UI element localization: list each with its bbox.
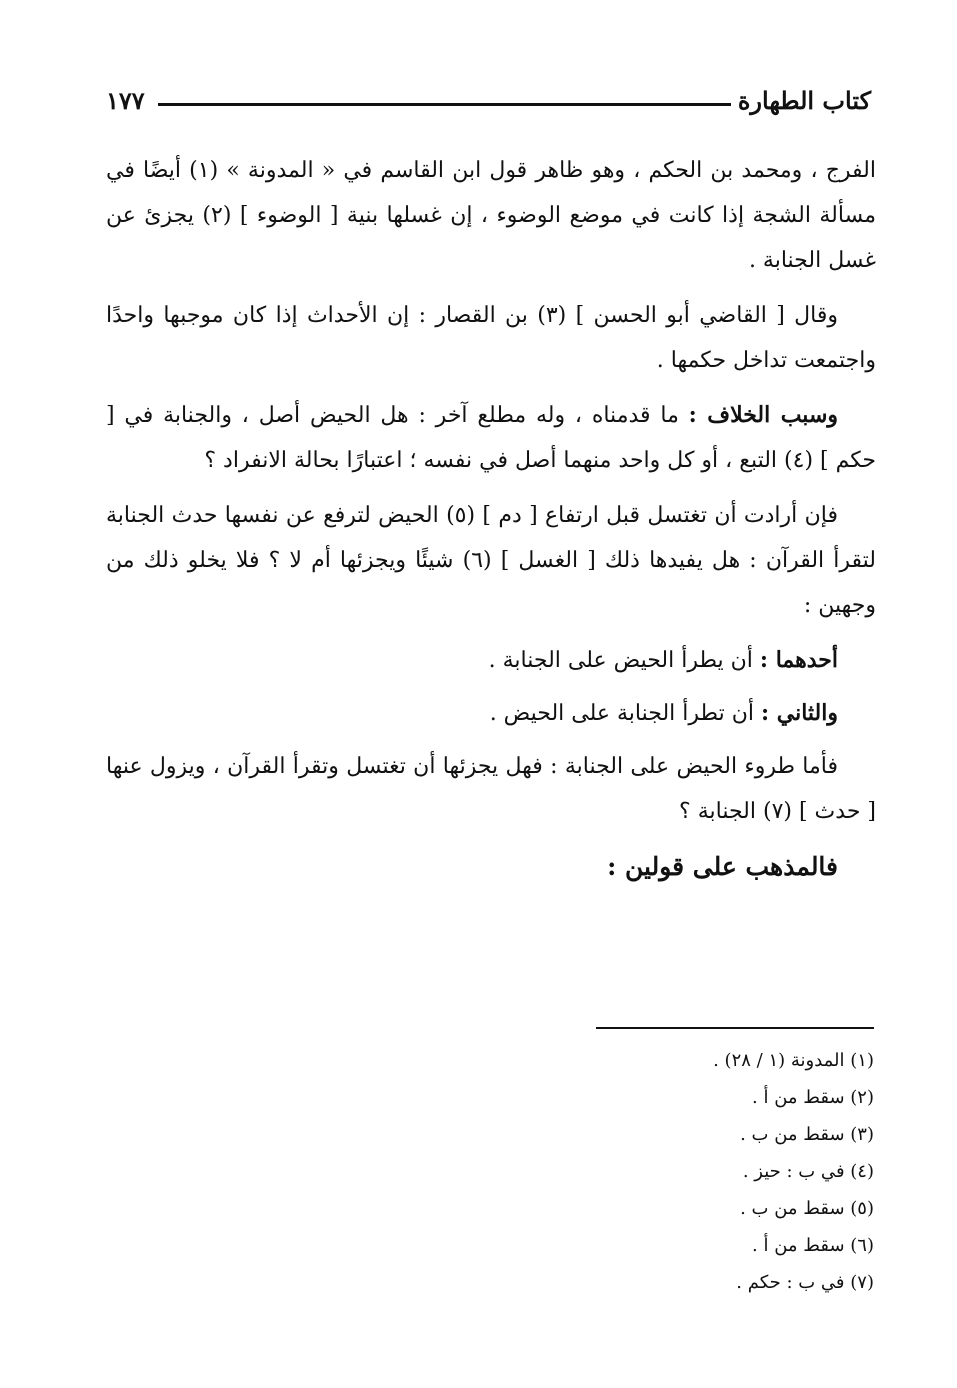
paragraph-4: فإن أرادت أن تغتسل قبل ارتفاع [ دم ] (٥) الحيض لترفع عن نفسها حدث الجنابة لتقرأ القرآن : هل يفيدها ذلك [ الغسل ] (٦) شيئًا ويجزئها أم لا ؟ فلا يخلو ذلك من وجهين : — [106, 503, 876, 618]
footnote: (٦) سقط من أ . — [752, 1235, 874, 1256]
footnote: (١) المدونة (١ / ٢٨) . — [713, 1050, 874, 1071]
paragraph-3-rest: ما قدمناه ، وله مطلع آخر : هل الحيض أصل ، والجنابة في [ حكم ] (٤) التبع ، أو كل واحد منهما أصل في نفسه ؛ اعتبارًا بحالة الانفراد ؟ — [106, 403, 876, 473]
item-2-lead: والثاني : — [760, 700, 838, 726]
footnotes — [500, 1042, 874, 1301]
page-number: ١٧٧ — [106, 86, 145, 115]
list-item — [106, 691, 876, 736]
item-2-rest: أن تطرأ الجنابة على الحيض . — [489, 701, 761, 726]
list-item — [106, 638, 876, 683]
paragraph-3 — [106, 393, 876, 483]
item-1-rest: أن يطرأ الحيض على الجنابة . — [488, 648, 760, 673]
paragraph-2: وقال [ القاضي أبو الحسن ] (٣) بن القصار : إن الأحداث إذا كان موجبها واحدًا واجتمعت تداخل حكمها . — [106, 303, 876, 373]
running-title: كتاب الطهارة — [737, 86, 871, 115]
paragraph-1: الفرج ، ومحمد بن الحكم ، وهو ظاهر قول ابن القاسم في « المدونة » (١) أيضًا في مسألة الشجة إذا كانت في موضع الوضوء ، إن غسلها بنية [ الوضوء ] (٢) يجزئ عن غسل الجنابة . — [106, 158, 876, 273]
main-text — [106, 148, 876, 899]
footnote: (٣) سقط من ب . — [740, 1124, 874, 1145]
footnote: (٥) سقط من ب . — [740, 1198, 874, 1219]
paragraph-5: فأما طروء الحيض على الجنابة : فهل يجزئها أن تغتسل وتقرأ القرآن ، ويزول عنها [ حدث ] (٧) الجنابة ؟ — [106, 754, 876, 824]
page-header — [106, 86, 871, 120]
conclusion-heading: فالمذهب على قولين : — [607, 852, 838, 881]
paragraph-3-lead: وسبب الخلاف : — [688, 402, 838, 428]
footnote: (٢) سقط من أ . — [752, 1087, 874, 1108]
header-rule — [158, 103, 731, 106]
footnote: (٧) في ب : حكم . — [736, 1272, 874, 1293]
footnote-rule — [596, 1027, 874, 1029]
footnote: (٤) في ب : حيز . — [742, 1161, 874, 1182]
item-1-lead: أحدهما : — [759, 647, 838, 673]
